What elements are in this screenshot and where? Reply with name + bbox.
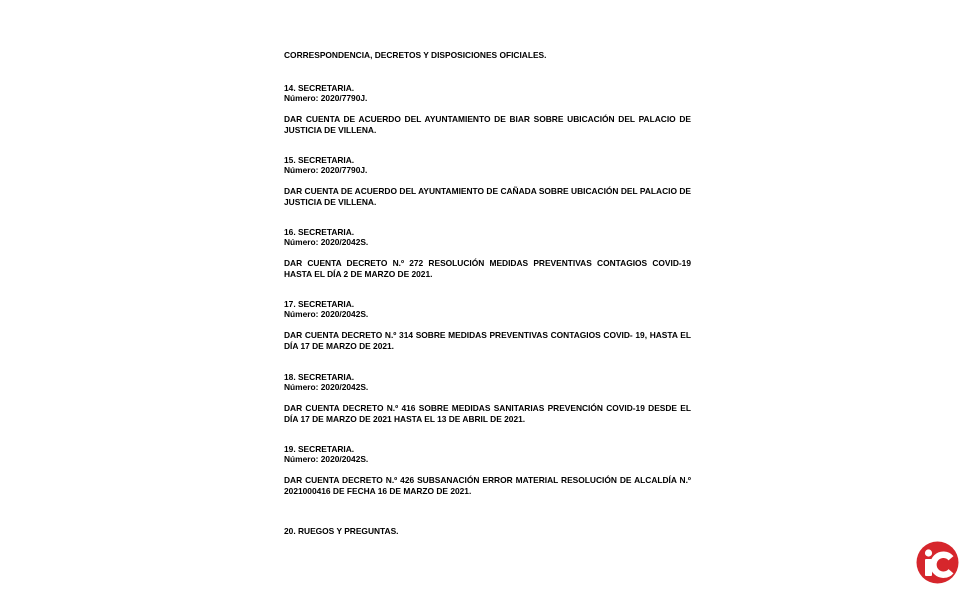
item-description: DAR CUENTA DE ACUERDO DEL AYUNTAMIENTO DE BIAR SOBRE UBICACIÓN DEL PALACIO DE JUSTICIA DE VILLENA. — [284, 114, 691, 135]
item-title: 18. SECRETARIA. — [284, 372, 355, 382]
item-description: DAR CUENTA DECRETO N.º 426 SUBSANACIÓN ERROR MATERIAL RESOLUCIÓN DE ALCALDÍA N.º 2021000416 DE FECHA 16 DE MARZO DE 2021. — [284, 475, 691, 496]
item-description: DAR CUENTA DECRETO N.º 416 SOBRE MEDIDAS SANITARIAS PREVENCIÓN COVID-19 DESDE EL DÍA 17 DE MARZO DE 2021 HASTA EL 13 DE ABRIL DE 2021. — [284, 403, 691, 424]
logo-i-dot — [925, 549, 932, 556]
item-description: DAR CUENTA DE ACUERDO DEL AYUNTAMIENTO DE CAÑADA SOBRE UBICACIÓN DEL PALACIO DE JUSTICIA DE VILLENA. — [284, 186, 691, 207]
item-title: 16. SECRETARIA. — [284, 227, 355, 237]
item-title: 17. SECRETARIA. — [284, 299, 355, 309]
item-title: 19. SECRETARIA. — [284, 444, 355, 454]
item-number: Número: 2020/7790J. — [284, 93, 368, 103]
item-number: Número: 2020/2042S. — [284, 382, 369, 392]
agenda-item-20: 20. RUEGOS Y PREGUNTAS. — [284, 526, 399, 536]
item-description: DAR CUENTA DECRETO N.º 314 SOBRE MEDIDAS PREVENTIVAS CONTAGIOS COVID- 19, HASTA EL DÍA 17 DE MARZO DE 2021. — [284, 330, 691, 351]
item-title: 15. SECRETARIA. — [284, 155, 355, 165]
item-title: 14. SECRETARIA. — [284, 83, 355, 93]
item-number: Número: 2020/2042S. — [284, 454, 369, 464]
document-heading: CORRESPONDENCIA, DECRETOS Y DISPOSICIONES OFICIALES. — [284, 50, 547, 60]
site-logo-icon — [916, 541, 959, 584]
item-description: DAR CUENTA DECRETO N.º 272 RESOLUCIÓN MEDIDAS PREVENTIVAS CONTAGIOS COVID-19 HASTA EL DÍA 2 DE MARZO DE 2021. — [284, 258, 691, 279]
item-number: Número: 2020/7790J. — [284, 165, 368, 175]
item-number: Número: 2020/2042S. — [284, 309, 369, 319]
logo-circle — [917, 542, 959, 584]
item-number: Número: 2020/2042S. — [284, 237, 369, 247]
